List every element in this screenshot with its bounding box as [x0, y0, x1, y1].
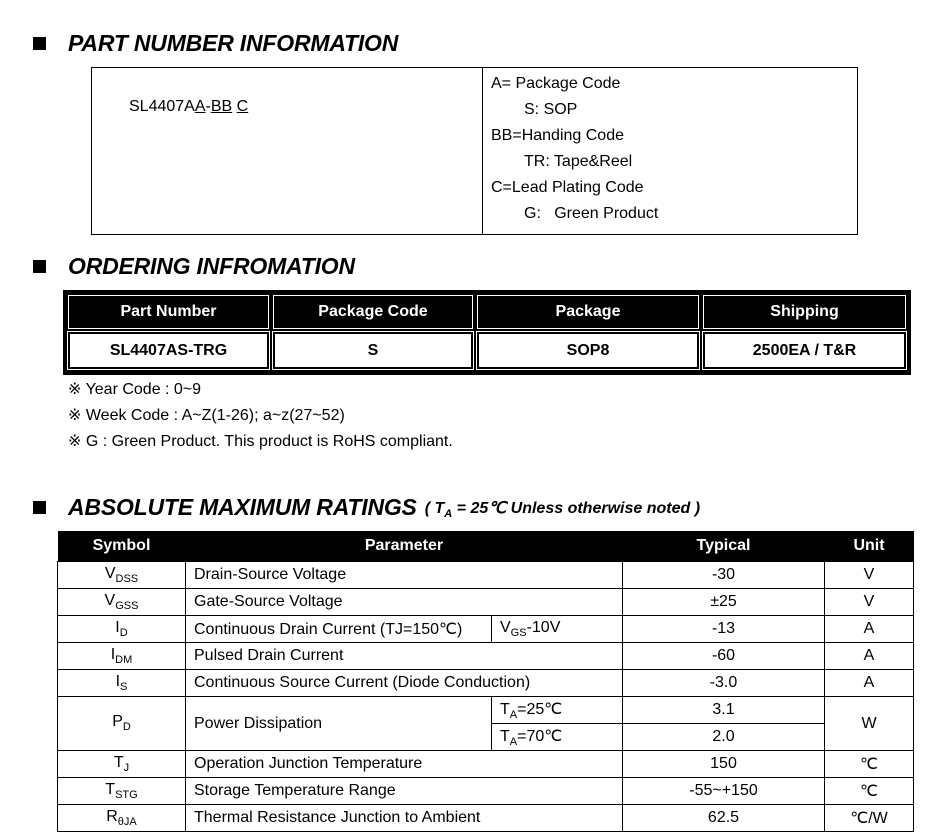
typical-cell: -13 — [623, 616, 825, 643]
ordering-cell: SL4407AS-TRG — [68, 332, 269, 369]
bullet-square-icon — [33, 37, 46, 50]
ordering-header: Part Number — [68, 295, 269, 329]
typical-cell: ±25 — [623, 589, 825, 616]
parameter-cell: Operation Junction Temperature — [186, 751, 623, 778]
unit-cell: V — [825, 562, 914, 589]
symbol-cell: $I_S$ — [58, 670, 186, 697]
symbol-cell: $R_{\theta JA}$ — [58, 805, 186, 832]
parameter-cell: Power Dissipation — [186, 697, 492, 751]
symbol-cell: $I_D$ — [58, 616, 186, 643]
legend-line: S: SOP — [524, 101, 578, 118]
section-title: PART NUMBER INFORMATION — [68, 30, 399, 56]
typical-cell: 62.5 — [623, 805, 825, 832]
legend-line: BB=Handing Code — [491, 127, 624, 144]
ratings-header: Parameter — [186, 531, 623, 562]
unit-cell: ℃ — [825, 778, 914, 805]
unit-cell: ℃ — [825, 751, 914, 778]
condition-cell: $T_A=25℃$ — [492, 697, 623, 724]
bullet-square-icon — [33, 260, 46, 273]
table-row — [58, 562, 914, 589]
unit-cell: A — [825, 670, 914, 697]
table-row — [58, 697, 914, 724]
part-number-code: SL4407AA-BB C — [129, 98, 249, 115]
ordering-header: Shipping — [703, 295, 906, 329]
legend-line: A= Package Code — [491, 75, 621, 92]
table-row — [58, 778, 914, 805]
ratings-table — [57, 531, 914, 832]
parameter-cell: Continuous Source Current (Diode Conduction) — [186, 670, 623, 697]
legend-line: C=Lead Plating Code — [491, 179, 644, 196]
parameter-cell: Pulsed Drain Current — [186, 643, 623, 670]
unit-cell: A — [825, 616, 914, 643]
ratings-header: Typical — [623, 531, 825, 562]
parameter-cell: Thermal Resistance Junction to Ambient — [186, 805, 623, 832]
symbol-cell: $V_{DSS}$ — [58, 562, 186, 589]
table-row — [58, 616, 914, 643]
legend-line: G: Green Product — [524, 205, 659, 222]
table-row — [58, 670, 914, 697]
section-part-number-header — [33, 30, 398, 57]
condition-cell: $T_A=70℃$ — [492, 724, 623, 751]
table-row — [58, 589, 914, 616]
symbol-cell: $V_{GSS}$ — [58, 589, 186, 616]
condition-cell: $V_{GS}-10V$ — [492, 616, 623, 643]
table-row — [58, 805, 914, 832]
legend-line: TR: Tape&Reel — [524, 153, 633, 170]
ordering-header: Package — [477, 295, 699, 329]
unit-cell: W — [825, 697, 914, 751]
unit-cell: V — [825, 589, 914, 616]
section-ordering-header — [33, 253, 355, 280]
note-year-code: ※ Year Code : 0~9 — [68, 381, 202, 398]
ratings-header: Unit — [825, 531, 914, 562]
ordering-cell: S — [273, 332, 473, 369]
ordering-cell: SOP8 — [477, 332, 699, 369]
parameter-cell: Gate-Source Voltage — [186, 589, 623, 616]
ordering-table — [63, 290, 911, 375]
typical-cell: -3.0 — [623, 670, 825, 697]
unit-cell: A — [825, 643, 914, 670]
table-row — [58, 751, 914, 778]
typical-cell: 150 — [623, 751, 825, 778]
ordering-header: Package Code — [273, 295, 473, 329]
section-title: ABSOLUTE MAXIMUM RATINGS — [68, 494, 417, 520]
unit-cell: ℃/W — [825, 805, 914, 832]
typical-cell: -60 — [623, 643, 825, 670]
bullet-square-icon — [33, 501, 46, 514]
table-row — [58, 643, 914, 670]
note-green-product: ※ G : Green Product. This product is RoHS compliant. — [68, 433, 453, 450]
section-ratings-header — [33, 494, 700, 521]
parameter-cell: Drain-Source Voltage — [186, 562, 623, 589]
part-number-code-cell — [92, 68, 483, 234]
parameter-cell: Storage Temperature Range — [186, 778, 623, 805]
section-title: ORDERING INFROMATION — [68, 253, 355, 279]
typical-cell: 2.0 — [623, 724, 825, 751]
symbol-cell: $T_{STG}$ — [58, 778, 186, 805]
part-number-box — [91, 67, 858, 235]
ordering-cell: 2500EA / T&R — [703, 332, 906, 369]
typical-cell: -55~+150 — [623, 778, 825, 805]
note-week-code: ※ Week Code : A~Z(1-26); a~z(27~52) — [68, 407, 345, 424]
parameter-cell: Continuous Drain Current (TJ=150℃) — [186, 616, 492, 643]
ratings-header: Symbol — [58, 531, 186, 562]
typical-cell: 3.1 — [623, 697, 825, 724]
ratings-condition-note: ( $T_A$ = 25℃ Unless otherwise noted ) — [424, 500, 701, 521]
typical-cell: -30 — [623, 562, 825, 589]
symbol-cell: $T_J$ — [58, 751, 186, 778]
part-number-legend — [483, 68, 857, 234]
symbol-cell: $I_{DM}$ — [58, 643, 186, 670]
symbol-cell: $P_D$ — [58, 697, 186, 751]
